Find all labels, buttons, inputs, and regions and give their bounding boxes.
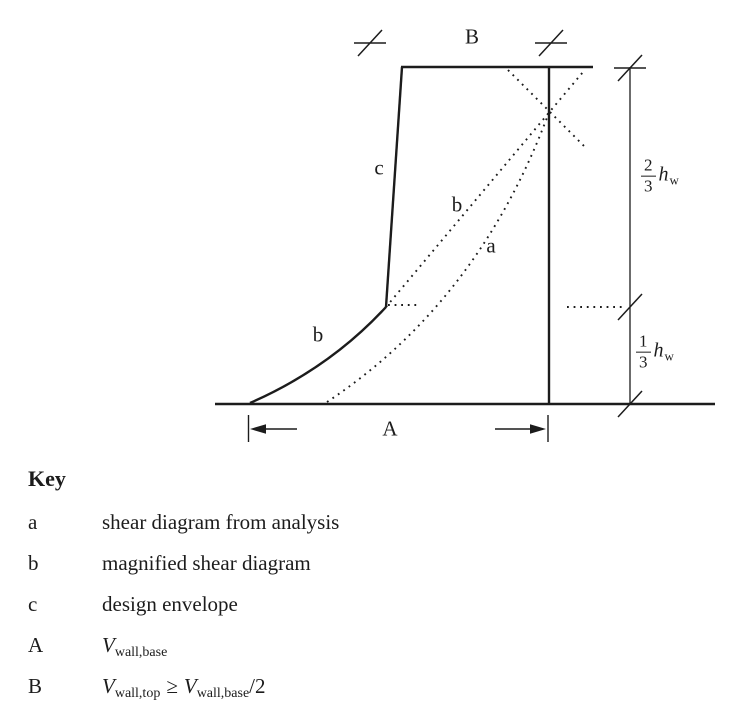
label-magnified-shear-b-lower: b (312, 322, 324, 347)
key-row-B (28, 674, 708, 715)
key-row-b (28, 551, 708, 592)
design-envelope-line (386, 67, 402, 307)
key-row-A (28, 633, 708, 674)
v-subscript: wall,base (196, 685, 250, 701)
key-letter: b (28, 551, 39, 575)
wall-height-symbol (659, 165, 679, 187)
h-subscript: w (669, 172, 679, 188)
base-dim-left-arrowhead (250, 424, 266, 434)
fraction-one-third (636, 333, 651, 372)
wall-height-symbol (654, 341, 674, 363)
magnified-shear-dotted-line (386, 72, 583, 307)
dotted-lines-group (327, 70, 622, 402)
key-title: Key (28, 466, 66, 491)
figure-key (28, 466, 708, 715)
divide-by-two: /2 (249, 674, 266, 698)
label-analysis-shear-a: a (486, 233, 496, 258)
key-letter: c (28, 592, 38, 616)
key-description: shear diagram from analysis (102, 510, 340, 534)
label-top-shear-B: B (464, 24, 480, 49)
key-letter: B (28, 674, 43, 698)
v-variable: V (102, 674, 115, 698)
h-subscript: w (664, 348, 674, 364)
fraction-two-thirds (641, 157, 656, 196)
key-formula-vwallbase (102, 633, 708, 661)
key-row-a (28, 510, 708, 551)
label-design-envelope-c: c (374, 155, 384, 180)
label-base-shear-A: A (382, 416, 398, 441)
upper-height-dimension-label (641, 157, 679, 196)
fraction-numerator: 2 (641, 157, 656, 177)
key-letter: a (28, 510, 38, 534)
v-variable: V (183, 674, 197, 698)
base-dimension-group (249, 415, 549, 442)
fraction-denominator: 3 (644, 176, 653, 196)
lower-height-dimension-label (636, 333, 674, 372)
v-subscript: wall,base (114, 644, 168, 660)
label-magnified-shear-b-upper: b (451, 192, 463, 217)
h-symbol: h (653, 340, 664, 363)
tick-marks-group (354, 30, 646, 417)
key-row-c (28, 592, 708, 633)
analysis-shear-dotted-curve (327, 115, 548, 402)
v-variable: V (102, 633, 115, 657)
key-description: magnified shear diagram (102, 551, 311, 575)
fraction-numerator: 1 (636, 333, 651, 353)
key-description: design envelope (102, 592, 238, 616)
v-subscript: wall,top (114, 685, 161, 701)
fraction-denominator: 3 (639, 352, 648, 372)
magnified-shear-solid-curve (250, 307, 386, 403)
key-letter: A (28, 633, 44, 657)
base-dim-right-arrowhead (530, 424, 546, 434)
h-symbol: h (658, 164, 669, 187)
greater-equal-operator: ≥ (166, 674, 178, 698)
crossing-dotted-line (508, 70, 587, 149)
key-formula-vwalltop (102, 674, 708, 702)
